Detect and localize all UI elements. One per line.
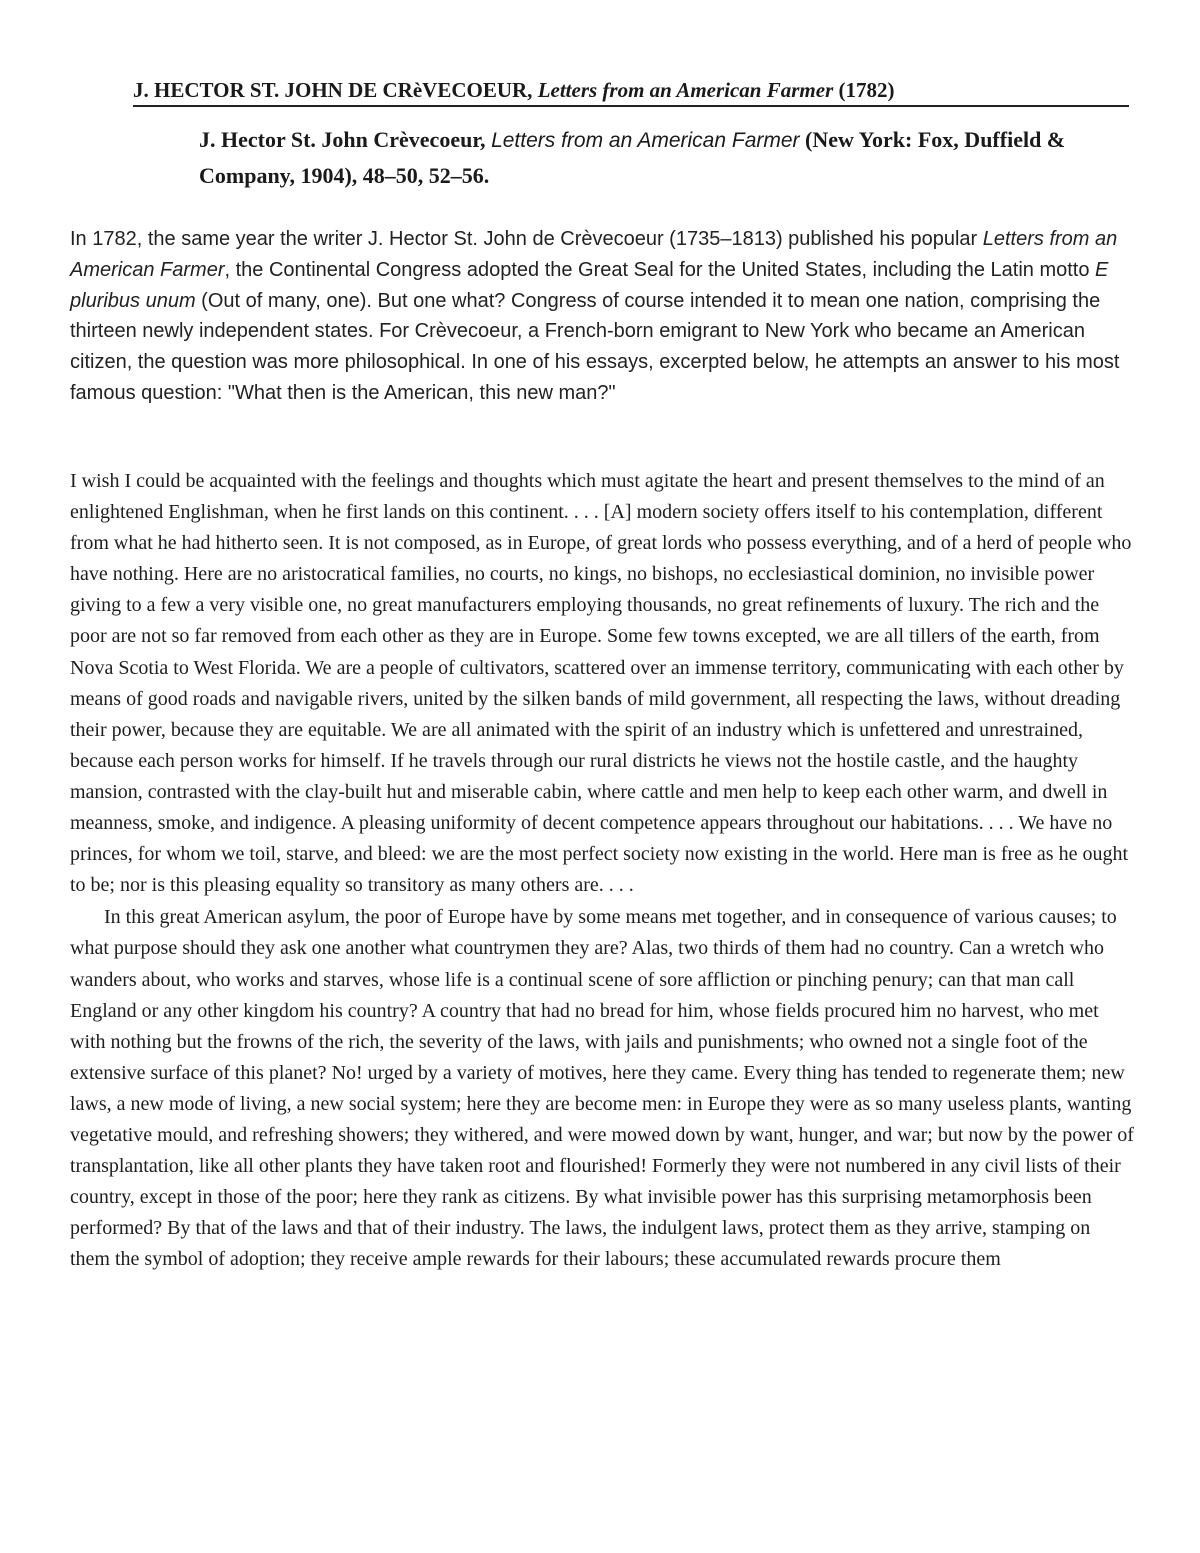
intro-book-title: Letters from an American Farmer xyxy=(70,228,1118,281)
intro-paragraph xyxy=(70,224,1132,409)
citation-title: Letters from an American Farmer xyxy=(491,129,800,152)
header-author: J. HECTOR ST. JOHN DE CRèVECOEUR, xyxy=(133,78,533,102)
excerpt-paragraph-1: I wish I could be acquainted with the feelings and thoughts which must agitate the heart and present themselves to the mind of an enlightened Englishman, when he first lands on this continent. . . . [A] modern society offers itself to his contemplation, different from what he had hitherto seen. It is not composed, as in Europe, of great lords who possess everything, and of a herd of people who have nothing. Here are no aristocratical families, no courts, no kings, no bishops, no ecclesiastical dominion, no invisible power giving to a few a very visible one, no great manufacturers employing thousands, no great refinements of luxury. The rich and the poor are not so far removed from each other as they are in Europe. Some few towns excepted, we are all tillers of the earth, from Nova Scotia to West Florida. We are a people of cultivators, scattered over an immense territory, communicating with each other by means of good roads and navigable rivers, united by the silken bands of mild government, all respecting the laws, without dreading their power, because they are equitable. We are all animated with the spirit of an industry which is unfettered and unrestrained, because each person works for himself. If he travels through our rural districts he views not the hostile castle, and the haughty mansion, contrasted with the clay-built hut and miserable cabin, where cattle and men help to keep each other warm, and dwell in meanness, smoke, and indigence. A pleasing uniformity of decent competence appears throughout our habitations. . . . We have no princes, for whom we toil, starve, and bleed: we are the most perfect society now existing in the world. Here man is free as he ought to be; nor is this pleasing equality so transitory as many others are. . . . xyxy=(70,470,1132,897)
citation-author: J. Hector St. John Crèvecoeur, xyxy=(199,127,486,152)
introduction xyxy=(70,224,1132,409)
header-year: (1782) xyxy=(838,78,895,102)
excerpt-paragraph-2: In this great American asylum, the poor of Europe have by some means met together, and in consequence of various causes; to what purpose should they ask one another what countrymen they are? Alas, two thirds of them had no country. Can a wretch who wanders about, who works and starves, whose life is a continual scene of sore affliction or pinching penury; can that man call England or any other kingdom his country? A country that had no bread for him, whose fields procured him no harvest, who met with nothing but the frowns of the rich, the severity of the laws, with jails and punishments; who owned not a single foot of the extensive surface of this planet? No! urged by a variety of motives, here they came. Every thing has tended to regenerate them; new laws, a new mode of living, a new social system; here they are become men: in Europe they were as so many useless plants, wanting vegetative mould, and refreshing showers; they withered, and were mowed down by want, hunger, and war; but now by the power of transplantation, like all other plants they have taken root and flourished! Formerly they were not numbered in any civil lists of their country, except in those of the poor; here they rank as citizens. By what invisible power has this surprising metamorphosis been performed? By that of the laws and that of their industry. The laws, the indulgent laws, protect them as they arrive, stamping on them the symbol of adoption; they receive ample rewards for their labours; these accumulated rewards procure them xyxy=(70,906,1134,1271)
citation-publication: (New York: Fox, Duffield & Company, 1904), 48–50, 52–56. xyxy=(199,127,1066,188)
header-book-title: Letters from an American Farmer xyxy=(537,78,834,102)
page-header xyxy=(133,78,1128,103)
header-rule xyxy=(133,105,1129,107)
source-citation xyxy=(199,122,1099,193)
intro-text-3: (Out of many, one). But one what? Congress of course intended it to mean one nation, comprising the thirteen newly independent states. For Crèvecoeur, a French-born emigrant to New York who became an American citizen, the question was more philosophical. In one of his essays, excerpted below, he attempts an answer to his most famous question: "What then is the American, this new man?" xyxy=(70,289,1120,404)
intro-text-2: , the Continental Congress adopted the Great Seal for the United States, including the Latin motto xyxy=(224,258,1096,281)
intro-text-1: In 1782, the same year the writer J. Hector St. John de Crèvecoeur (1735–1813) published his popular xyxy=(70,228,983,250)
excerpt-body xyxy=(70,466,1134,1275)
intro-motto: E pluribus unum xyxy=(70,258,1109,312)
